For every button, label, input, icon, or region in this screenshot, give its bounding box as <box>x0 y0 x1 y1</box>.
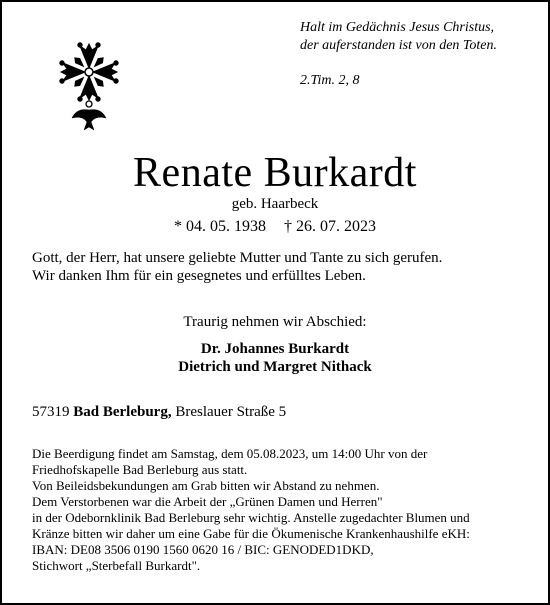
family-message <box>32 249 442 285</box>
bible-verse <box>300 19 497 55</box>
notice-line: Kränze bitten wir daher um eine Gabe für die Ökumenische Krankenhaushilfe eKH: <box>32 526 470 541</box>
notice-line: Von Beileidsbekundungen am Grab bitten wir Abstand zu nehmen. <box>32 478 380 493</box>
message-line: Wir danken Ihm für ein gesegnetes und erfülltes Leben. <box>32 268 366 284</box>
farewell-text: Traurig nehmen wir Abschied: <box>183 314 367 330</box>
mourner-name: Dietrich und Margret Nithack <box>178 359 372 375</box>
notice-line: in der Odebornklinik Bad Berleburg sehr wichtig. Anstelle zugedachter Blumen und <box>32 510 470 525</box>
notice-line: Stichwort „Sterbefall Burkardt". <box>32 558 201 573</box>
funeral-notice <box>32 446 532 574</box>
death-date: † 26. 07. 2023 <box>284 218 376 235</box>
family-address <box>32 404 286 421</box>
address-city: Bad Berleburg, <box>73 404 172 420</box>
address-street: Breslauer Straße 5 <box>175 404 287 420</box>
verse-line: der auferstanden ist von den Toten. <box>300 38 498 53</box>
life-dates <box>2 218 548 236</box>
address-postcode: 57319 <box>32 404 70 420</box>
notice-line: Dem Verstorbenen war die Arbeit der „Grünen Damen und Herren" <box>32 494 383 509</box>
notice-line: IBAN: DE08 3506 0190 1560 0620 16 / BIC: GENODED1DKD, <box>32 542 374 557</box>
notice-line: Friedhofskapelle Bad Berleburg aus statt. <box>32 462 248 477</box>
deceased-name: Renate Burkardt <box>133 150 417 196</box>
verse-line: Halt im Gedächnis Jesus Christus, <box>300 20 495 35</box>
verse-reference: 2.Tim. 2, 8 <box>300 73 360 88</box>
mourners-list <box>2 340 548 376</box>
huguenot-cross-icon <box>54 32 124 142</box>
message-line: Gott, der Herr, hat unsere geliebte Mutter und Tante zu sich gerufen. <box>32 250 443 266</box>
mourner-name: Dr. Johannes Burkardt <box>200 341 350 357</box>
birth-date: * 04. 05. 1938 <box>174 218 266 235</box>
notice-line: Die Beerdigung findet am Samstag, dem 05.08.2023, um 14:00 Uhr von der <box>32 446 428 461</box>
birth-name: geb. Haarbeck <box>231 196 319 212</box>
